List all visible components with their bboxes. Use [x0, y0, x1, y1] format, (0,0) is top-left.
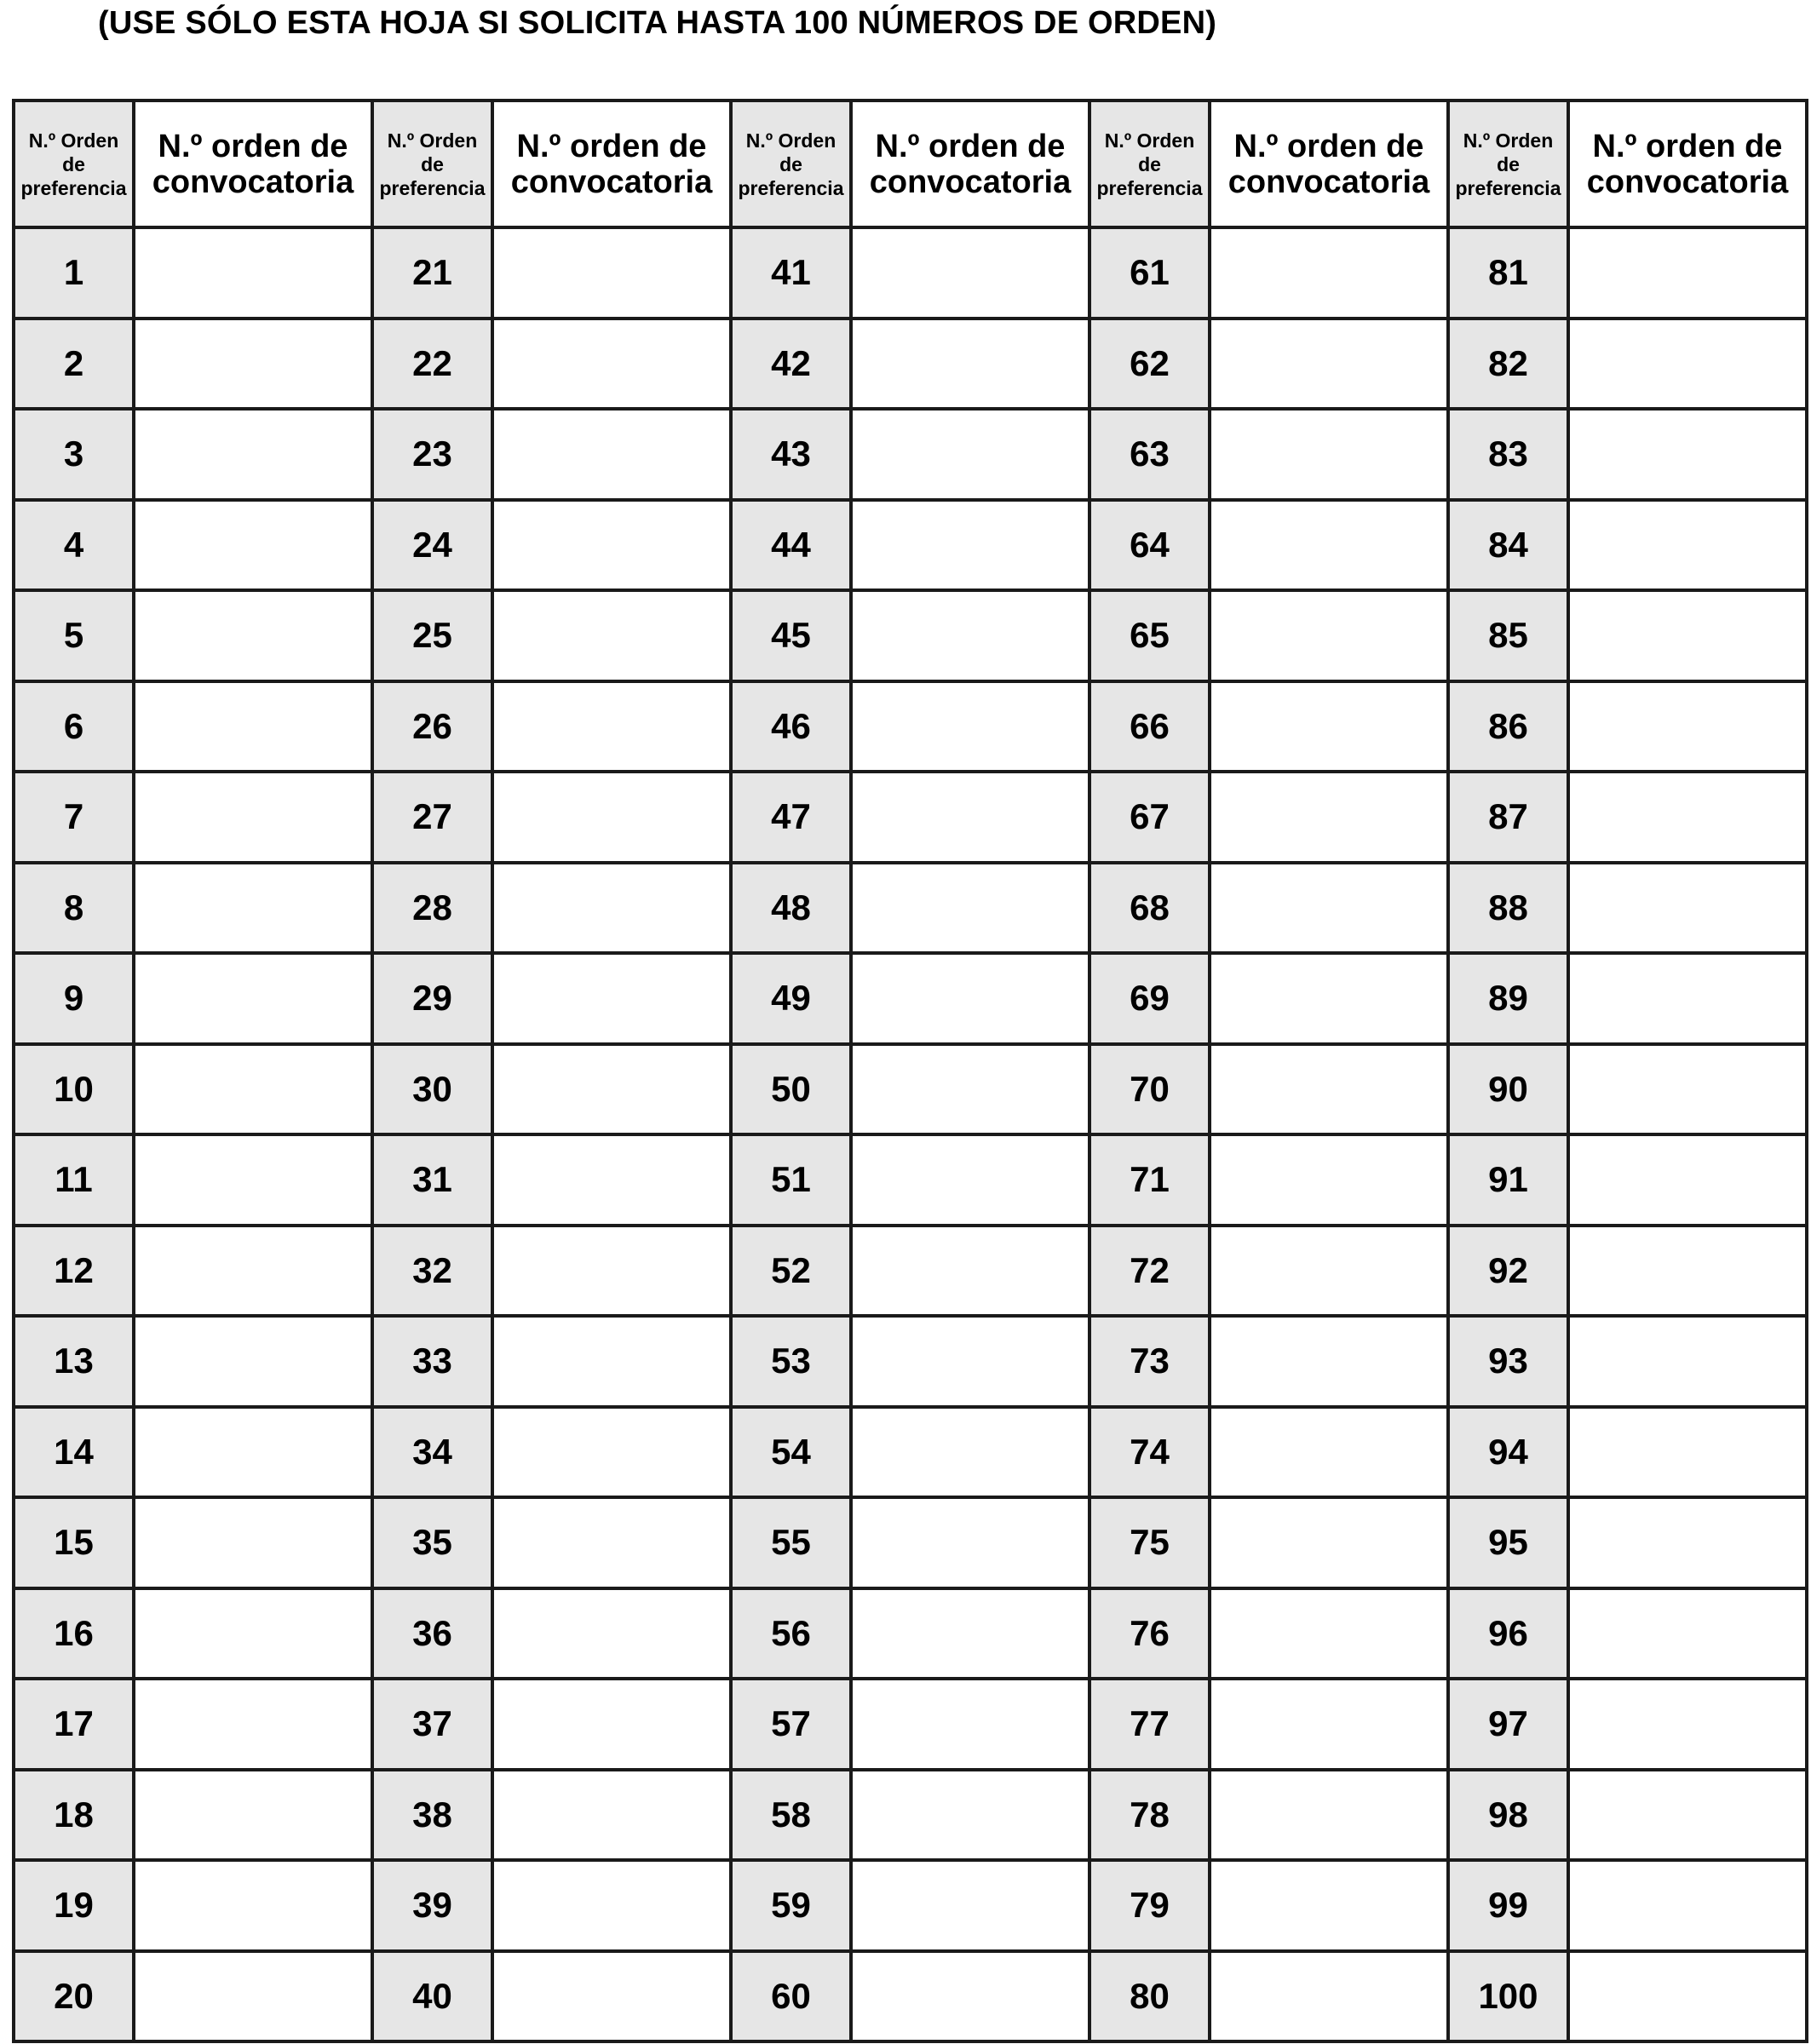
preference-number-cell: 69 — [1089, 953, 1210, 1044]
convocatoria-number-field[interactable] — [134, 1134, 372, 1226]
convocatoria-number-field[interactable] — [851, 1407, 1089, 1498]
table-row — [14, 409, 1807, 500]
table-row — [14, 863, 1807, 954]
preference-number-cell: 93 — [1448, 1316, 1568, 1407]
convocatoria-number-field[interactable] — [134, 772, 372, 863]
convocatoria-number-field[interactable] — [851, 1679, 1089, 1770]
preference-number-cell: 94 — [1448, 1407, 1568, 1498]
convocatoria-number-field[interactable] — [1210, 500, 1448, 591]
preference-number-cell: 56 — [731, 1588, 851, 1679]
preference-number-cell: 83 — [1448, 409, 1568, 500]
convocatoria-number-field[interactable] — [851, 227, 1089, 319]
header-preference-line3: preferencia — [738, 176, 844, 199]
preference-number-cell: 66 — [1089, 681, 1210, 772]
header-preference-line3: preferencia — [1096, 176, 1203, 199]
preference-number-cell: 84 — [1448, 500, 1568, 591]
preference-number-cell: 42 — [731, 319, 851, 410]
preference-number-cell: 87 — [1448, 772, 1568, 863]
preference-number-cell: 70 — [1089, 1044, 1210, 1135]
convocatoria-number-field[interactable] — [492, 409, 731, 500]
convocatoria-number-field[interactable] — [1210, 1316, 1448, 1407]
preference-number-cell: 50 — [731, 1044, 851, 1135]
convocatoria-number-field[interactable] — [851, 1860, 1089, 1951]
convocatoria-number-field[interactable] — [134, 1679, 372, 1770]
preference-number-cell: 81 — [1448, 227, 1568, 319]
header-preference-line1: N.º Orden — [745, 129, 837, 152]
preference-number-cell: 22 — [372, 319, 492, 410]
preference-number-cell: 52 — [731, 1226, 851, 1317]
header-preference-line1: N.º Orden — [1463, 129, 1554, 152]
header-convocatoria-line2: convocatoria — [1586, 164, 1789, 200]
convocatoria-number-field[interactable] — [1210, 227, 1448, 319]
convocatoria-number-field[interactable] — [492, 1134, 731, 1226]
preference-number-cell: 41 — [731, 227, 851, 319]
convocatoria-number-field[interactable] — [134, 1226, 372, 1317]
preference-number-cell: 21 — [372, 227, 492, 319]
preference-number-cell: 63 — [1089, 409, 1210, 500]
preference-number-cell: 59 — [731, 1860, 851, 1951]
order-number-table — [12, 99, 1808, 2043]
convocatoria-number-field[interactable] — [134, 1951, 372, 2042]
preference-number-cell: 76 — [1089, 1588, 1210, 1679]
convocatoria-number-field[interactable] — [492, 681, 731, 772]
convocatoria-number-field[interactable] — [851, 1226, 1089, 1317]
preference-number-cell: 29 — [372, 953, 492, 1044]
convocatoria-number-field[interactable] — [492, 1860, 731, 1951]
convocatoria-number-field[interactable] — [134, 319, 372, 410]
table-row — [14, 1044, 1807, 1135]
preference-number-cell: 19 — [14, 1860, 134, 1951]
convocatoria-number-field[interactable] — [134, 1770, 372, 1861]
preference-number-cell: 15 — [14, 1497, 134, 1588]
preference-number-cell: 45 — [731, 590, 851, 681]
convocatoria-number-field[interactable] — [1210, 953, 1448, 1044]
convocatoria-number-field[interactable] — [1568, 409, 1807, 500]
convocatoria-number-field[interactable] — [492, 590, 731, 681]
convocatoria-number-field[interactable] — [1210, 1497, 1448, 1588]
preference-number-cell: 74 — [1089, 1407, 1210, 1498]
convocatoria-number-field[interactable] — [492, 1588, 731, 1679]
header-convocatoria-line1: N.º orden de — [875, 128, 1066, 164]
preference-number-cell: 27 — [372, 772, 492, 863]
preference-number-cell: 26 — [372, 681, 492, 772]
convocatoria-number-field[interactable] — [134, 1407, 372, 1498]
convocatoria-number-field[interactable] — [492, 953, 731, 1044]
preference-number-cell: 98 — [1448, 1770, 1568, 1861]
preference-number-cell: 39 — [372, 1860, 492, 1951]
table-row — [14, 1316, 1807, 1407]
convocatoria-number-field[interactable] — [134, 590, 372, 681]
preference-number-cell: 34 — [372, 1407, 492, 1498]
convocatoria-number-field[interactable] — [1210, 1860, 1448, 1951]
preference-number-cell: 31 — [372, 1134, 492, 1226]
convocatoria-number-field[interactable] — [1568, 1588, 1807, 1679]
preference-number-cell: 4 — [14, 500, 134, 591]
table-row — [14, 1860, 1807, 1951]
convocatoria-number-field[interactable] — [1210, 863, 1448, 954]
convocatoria-number-field[interactable] — [1568, 1679, 1807, 1770]
page-title: (USE SÓLO ESTA HOJA SI SOLICITA HASTA 100 NÚMEROS DE ORDEN) — [98, 5, 1217, 41]
convocatoria-number-field[interactable] — [1210, 1770, 1448, 1861]
header-convocatoria-line2: convocatoria — [152, 164, 354, 200]
preference-number-cell: 72 — [1089, 1226, 1210, 1317]
convocatoria-number-field[interactable] — [492, 319, 731, 410]
convocatoria-number-field[interactable] — [1568, 1044, 1807, 1135]
convocatoria-number-field[interactable] — [492, 772, 731, 863]
preference-number-cell: 82 — [1448, 319, 1568, 410]
convocatoria-number-field[interactable] — [1210, 681, 1448, 772]
header-preference-line3: preferencia — [1455, 176, 1561, 199]
preference-number-cell: 43 — [731, 409, 851, 500]
preference-number-cell: 14 — [14, 1407, 134, 1498]
convocatoria-number-field[interactable] — [134, 1588, 372, 1679]
preference-number-cell: 95 — [1448, 1497, 1568, 1588]
convocatoria-number-field[interactable] — [492, 1407, 731, 1498]
table-row — [14, 1951, 1807, 2042]
convocatoria-number-field[interactable] — [851, 1134, 1089, 1226]
preference-number-cell: 49 — [731, 953, 851, 1044]
preference-number-cell: 9 — [14, 953, 134, 1044]
header-preference-line2: de — [1497, 152, 1520, 175]
header-row — [14, 100, 1807, 227]
convocatoria-number-field[interactable] — [492, 1679, 731, 1770]
preference-number-cell: 91 — [1448, 1134, 1568, 1226]
convocatoria-number-field[interactable] — [1210, 409, 1448, 500]
convocatoria-number-field[interactable] — [1568, 681, 1807, 772]
header-convocatoria-line1: N.º orden de — [516, 128, 707, 164]
preference-number-cell: 20 — [14, 1951, 134, 2042]
preference-number-cell: 23 — [372, 409, 492, 500]
header-convocatoria-line1: N.º orden de — [1233, 128, 1424, 164]
preference-number-cell: 1 — [14, 227, 134, 319]
header-preference-order — [1448, 100, 1568, 227]
header-preference-order — [731, 100, 851, 227]
convocatoria-number-field[interactable] — [1568, 1226, 1807, 1317]
convocatoria-number-field[interactable] — [1210, 1407, 1448, 1498]
preference-number-cell: 68 — [1089, 863, 1210, 954]
convocatoria-number-field[interactable] — [134, 409, 372, 500]
convocatoria-number-field[interactable] — [851, 953, 1089, 1044]
preference-number-cell: 33 — [372, 1316, 492, 1407]
preference-number-cell: 28 — [372, 863, 492, 954]
preference-number-cell: 85 — [1448, 590, 1568, 681]
convocatoria-number-field[interactable] — [134, 227, 372, 319]
header-convocatoria-line2: convocatoria — [510, 164, 713, 200]
convocatoria-number-field[interactable] — [492, 1044, 731, 1135]
convocatoria-number-field[interactable] — [492, 1316, 731, 1407]
preference-number-cell: 46 — [731, 681, 851, 772]
convocatoria-number-field[interactable] — [1210, 319, 1448, 410]
header-convocatoria-order — [134, 100, 372, 227]
preference-number-cell: 16 — [14, 1588, 134, 1679]
header-convocatoria-line2: convocatoria — [1227, 164, 1430, 200]
table-row — [14, 319, 1807, 410]
header-convocatoria-line2: convocatoria — [869, 164, 1072, 200]
preference-number-cell: 10 — [14, 1044, 134, 1135]
preference-number-cell: 96 — [1448, 1588, 1568, 1679]
convocatoria-number-field[interactable] — [492, 500, 731, 591]
preference-number-cell: 17 — [14, 1679, 134, 1770]
convocatoria-number-field[interactable] — [134, 1044, 372, 1135]
preference-number-cell: 37 — [372, 1679, 492, 1770]
preference-number-cell: 97 — [1448, 1679, 1568, 1770]
preference-number-cell: 2 — [14, 319, 134, 410]
preference-number-cell: 25 — [372, 590, 492, 681]
convocatoria-number-field[interactable] — [851, 1951, 1089, 2042]
header-preference-line3: preferencia — [379, 176, 486, 199]
preference-number-cell: 88 — [1448, 863, 1568, 954]
convocatoria-number-field[interactable] — [492, 1226, 731, 1317]
convocatoria-number-field[interactable] — [851, 1497, 1089, 1588]
convocatoria-number-field[interactable] — [851, 590, 1089, 681]
preference-number-cell: 11 — [14, 1134, 134, 1226]
convocatoria-number-field[interactable] — [851, 681, 1089, 772]
preference-number-cell: 5 — [14, 590, 134, 681]
convocatoria-number-field[interactable] — [1568, 1316, 1807, 1407]
preference-number-cell: 92 — [1448, 1226, 1568, 1317]
header-convocatoria-line1: N.º orden de — [158, 128, 348, 164]
convocatoria-number-field[interactable] — [1568, 953, 1807, 1044]
convocatoria-number-field[interactable] — [1210, 1951, 1448, 2042]
preference-number-cell: 67 — [1089, 772, 1210, 863]
table-row — [14, 1134, 1807, 1226]
preference-number-cell: 61 — [1089, 227, 1210, 319]
preference-number-cell: 71 — [1089, 1134, 1210, 1226]
preference-number-cell: 58 — [731, 1770, 851, 1861]
preference-number-cell: 99 — [1448, 1860, 1568, 1951]
convocatoria-number-field[interactable] — [851, 409, 1089, 500]
header-preference-line2: de — [779, 152, 802, 175]
preference-number-cell: 35 — [372, 1497, 492, 1588]
convocatoria-number-field[interactable] — [492, 863, 731, 954]
convocatoria-number-field[interactable] — [1568, 1134, 1807, 1226]
header-preference-order — [372, 100, 492, 227]
convocatoria-number-field[interactable] — [851, 1316, 1089, 1407]
convocatoria-number-field[interactable] — [1210, 1226, 1448, 1317]
table-row — [14, 500, 1807, 591]
preference-number-cell: 89 — [1448, 953, 1568, 1044]
preference-number-cell: 40 — [372, 1951, 492, 2042]
preference-number-cell: 47 — [731, 772, 851, 863]
convocatoria-number-field[interactable] — [134, 500, 372, 591]
preference-number-cell: 65 — [1089, 590, 1210, 681]
header-preference-line2: de — [1138, 152, 1161, 175]
convocatoria-number-field[interactable] — [1568, 590, 1807, 681]
convocatoria-number-field[interactable] — [1568, 1407, 1807, 1498]
table-row — [14, 953, 1807, 1044]
convocatoria-number-field[interactable] — [1210, 1679, 1448, 1770]
convocatoria-number-field[interactable] — [1210, 1588, 1448, 1679]
preference-number-cell: 7 — [14, 772, 134, 863]
header-preference-order — [14, 100, 134, 227]
convocatoria-number-field[interactable] — [134, 1316, 372, 1407]
preference-number-cell: 55 — [731, 1497, 851, 1588]
convocatoria-number-field[interactable] — [1210, 590, 1448, 681]
header-preference-line1: N.º Orden — [1104, 129, 1195, 152]
preference-number-cell: 79 — [1089, 1860, 1210, 1951]
table-row — [14, 1226, 1807, 1317]
convocatoria-number-field[interactable] — [1568, 772, 1807, 863]
table-row — [14, 681, 1807, 772]
table-row — [14, 590, 1807, 681]
preference-number-cell: 51 — [731, 1134, 851, 1226]
convocatoria-number-field[interactable] — [1568, 1951, 1807, 2042]
convocatoria-number-field[interactable] — [134, 1860, 372, 1951]
preference-number-cell: 13 — [14, 1316, 134, 1407]
table-row — [14, 227, 1807, 319]
preference-number-cell: 78 — [1089, 1770, 1210, 1861]
preference-number-cell: 32 — [372, 1226, 492, 1317]
convocatoria-number-field[interactable] — [492, 1770, 731, 1861]
preference-number-cell: 80 — [1089, 1951, 1210, 2042]
preference-number-cell: 48 — [731, 863, 851, 954]
convocatoria-number-field[interactable] — [851, 1044, 1089, 1135]
convocatoria-number-field[interactable] — [1568, 1770, 1807, 1861]
convocatoria-number-field[interactable] — [492, 1951, 731, 2042]
preference-number-cell: 36 — [372, 1588, 492, 1679]
convocatoria-number-field[interactable] — [1568, 227, 1807, 319]
preference-number-cell: 30 — [372, 1044, 492, 1135]
preference-number-cell: 6 — [14, 681, 134, 772]
preference-number-cell: 73 — [1089, 1316, 1210, 1407]
header-preference-line3: preferencia — [20, 176, 127, 199]
preference-number-cell: 64 — [1089, 500, 1210, 591]
preference-number-cell: 77 — [1089, 1679, 1210, 1770]
convocatoria-number-field[interactable] — [134, 863, 372, 954]
preference-number-cell: 100 — [1448, 1951, 1568, 2042]
preference-number-cell: 8 — [14, 863, 134, 954]
header-convocatoria-line1: N.º orden de — [1592, 128, 1783, 164]
convocatoria-number-field[interactable] — [134, 953, 372, 1044]
convocatoria-number-field[interactable] — [1568, 863, 1807, 954]
convocatoria-number-field[interactable] — [1210, 1134, 1448, 1226]
table-row — [14, 1497, 1807, 1588]
header-preference-line1: N.º Orden — [387, 129, 478, 152]
header-preference-order — [1089, 100, 1210, 227]
convocatoria-number-field[interactable] — [851, 319, 1089, 410]
preference-number-cell: 86 — [1448, 681, 1568, 772]
preference-number-cell: 62 — [1089, 319, 1210, 410]
convocatoria-number-field[interactable] — [492, 227, 731, 319]
convocatoria-number-field[interactable] — [134, 1497, 372, 1588]
convocatoria-number-field[interactable] — [1568, 1497, 1807, 1588]
preference-number-cell: 57 — [731, 1679, 851, 1770]
table-row — [14, 1770, 1807, 1861]
preference-number-cell: 18 — [14, 1770, 134, 1861]
preference-number-cell: 60 — [731, 1951, 851, 2042]
preference-number-cell: 12 — [14, 1226, 134, 1317]
table-row — [14, 1588, 1807, 1679]
convocatoria-number-field[interactable] — [851, 500, 1089, 591]
header-preference-line2: de — [421, 152, 444, 175]
header-convocatoria-order — [851, 100, 1089, 227]
preference-number-cell: 75 — [1089, 1497, 1210, 1588]
convocatoria-number-field[interactable] — [1568, 1860, 1807, 1951]
preference-number-cell: 53 — [731, 1316, 851, 1407]
convocatoria-number-field[interactable] — [492, 1497, 731, 1588]
convocatoria-number-field[interactable] — [851, 863, 1089, 954]
preference-number-cell: 90 — [1448, 1044, 1568, 1135]
convocatoria-number-field[interactable] — [851, 1770, 1089, 1861]
preference-number-cell: 38 — [372, 1770, 492, 1861]
convocatoria-number-field[interactable] — [1568, 319, 1807, 410]
convocatoria-number-field[interactable] — [851, 772, 1089, 863]
header-convocatoria-order — [1568, 100, 1807, 227]
convocatoria-number-field[interactable] — [1210, 772, 1448, 863]
preference-number-cell: 24 — [372, 500, 492, 591]
preference-number-cell: 54 — [731, 1407, 851, 1498]
header-preference-line2: de — [62, 152, 85, 175]
header-preference-line1: N.º Orden — [28, 129, 119, 152]
preference-number-cell: 44 — [731, 500, 851, 591]
table-row — [14, 1407, 1807, 1498]
table-row — [14, 772, 1807, 863]
convocatoria-number-field[interactable] — [1210, 1044, 1448, 1135]
convocatoria-number-field[interactable] — [134, 681, 372, 772]
header-convocatoria-order — [1210, 100, 1448, 227]
convocatoria-number-field[interactable] — [1568, 500, 1807, 591]
table-row — [14, 1679, 1807, 1770]
convocatoria-number-field[interactable] — [851, 1588, 1089, 1679]
preference-number-cell: 3 — [14, 409, 134, 500]
header-convocatoria-order — [492, 100, 731, 227]
